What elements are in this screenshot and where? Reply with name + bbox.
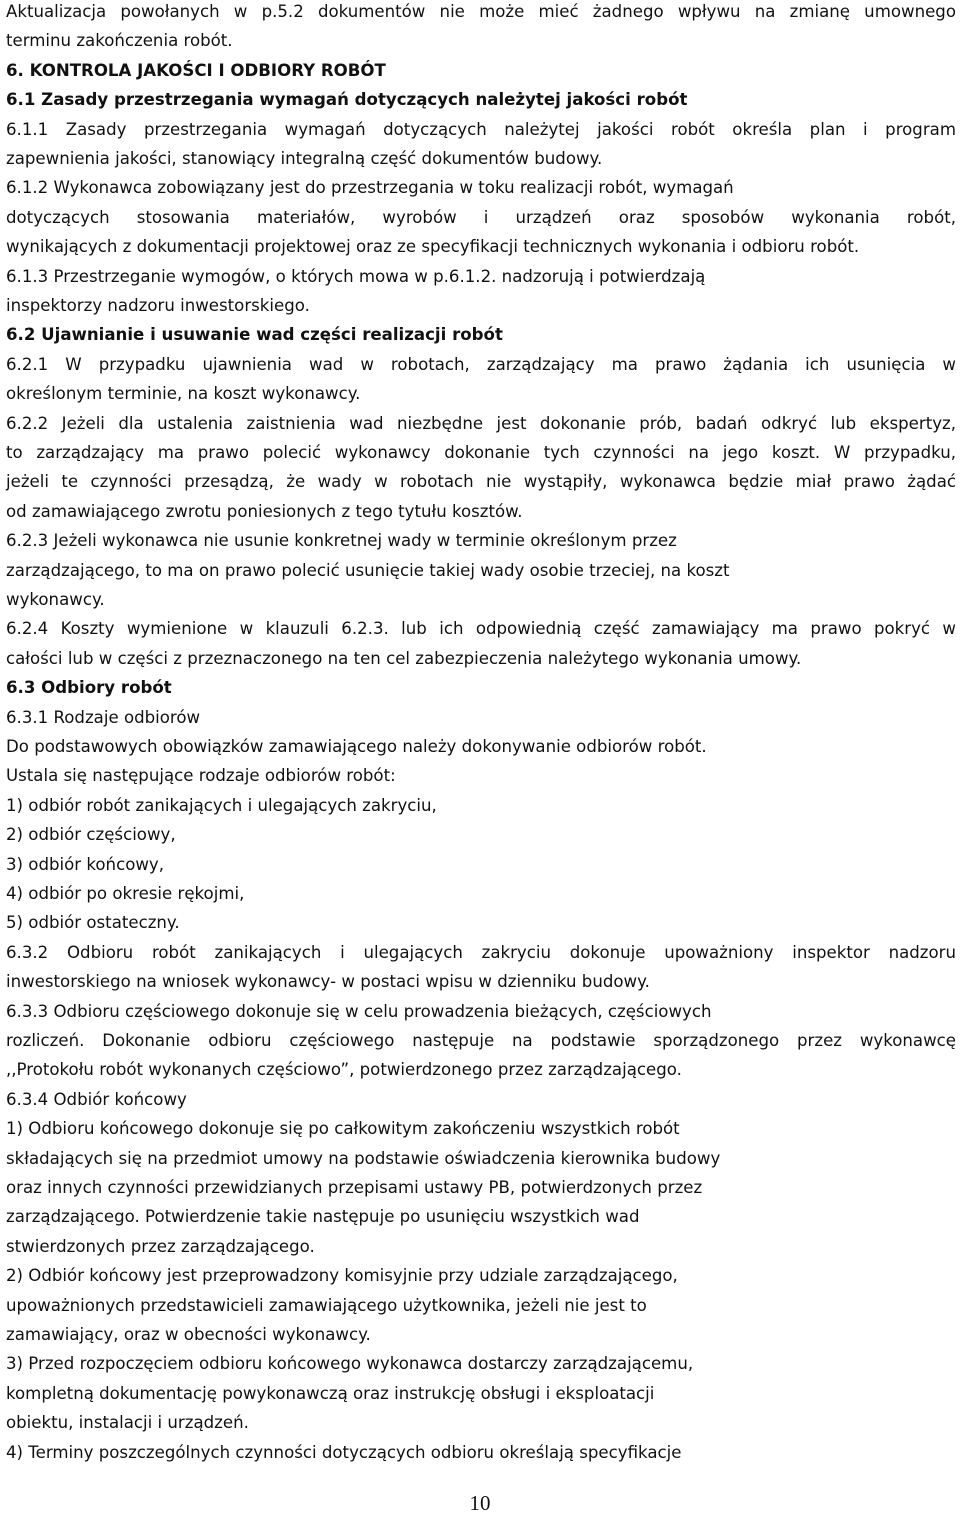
text-line: 1) odbiór robót zanikających i ulegających zakryciu, <box>6 795 437 815</box>
section-heading: 6.3 Odbiory robót <box>6 678 172 698</box>
text-line: upoważnionych przedstawicieli zamawiającego użytkownika, jeżeli nie jest to <box>6 1295 647 1315</box>
text-line: 2) Odbiór końcowy jest przeprowadzony komisyjnie przy udziale zarządzającego, <box>6 1266 678 1286</box>
text-line: terminu zakończenia robót. <box>6 31 233 51</box>
text-line: dotyczących stosowania materiałów, wyrobów i urządzeń oraz sposobów wykonania robót, <box>6 207 956 227</box>
text-line: ,,Protokołu robót wykonanych częściowo”, potwierdzonego przez zarządzającego. <box>6 1060 682 1080</box>
text-line: stwierdzonych przez zarządzającego. <box>6 1236 315 1256</box>
text-line: 2) odbiór częściowy, <box>6 825 176 845</box>
text-line: inwestorskiego na wniosek wykonawcy- w postaci wpisu w dzienniku budowy. <box>6 972 650 992</box>
text-line: 4) odbiór po okresie rękojmi, <box>6 884 245 903</box>
text-line: określonym terminie, na koszt wykonawcy. <box>6 384 361 404</box>
text-line: 6.2.2 Jeżeli dla ustalenia zaistnienia wad niezbędne jest dokonanie prób, badań odkryć lub ekspertyz, <box>6 413 956 433</box>
text-line: 6.1.1 Zasady przestrzegania wymagań dotyczących należytej jakości robót określa plan i program <box>6 119 956 139</box>
text-line: 3) Przed rozpoczęciem odbioru końcowego wykonawca dostarczy zarządzającemu, <box>6 1354 694 1374</box>
text-line: zamawiający, oraz w obecności wykonawcy. <box>6 1325 371 1344</box>
text-line: jeżeli te czynności przesądzą, że wady w robotach nie wystąpiły, wykonawca będzie miał prawo żądać <box>6 472 956 492</box>
text-line: 6.3.3 Odbioru częściowego dokonuje się w celu prowadzenia bieżących, częściowych <box>6 1001 712 1021</box>
text-line: 3) odbiór końcowy, <box>6 854 165 874</box>
text-line: Do podstawowych obowiązków zamawiającego należy dokonywanie odbiorów robót. <box>6 737 707 756</box>
text-line: wynikających z dokumentacji projektowej oraz ze specyfikacji technicznych wykonania i odbioru robót. <box>6 237 860 257</box>
text-line: 6.3.4 Odbiór końcowy <box>6 1089 187 1109</box>
text-line: zapewnienia jakości, stanowiący integralną część dokumentów budowy. <box>6 149 603 168</box>
section-heading: 6.2 Ujawnianie i usuwanie wad części realizacji robót <box>6 325 503 345</box>
text-line: 6.2.4 Koszty wymienione w klauzuli 6.2.3. lub ich odpowiednią część zamawiający ma prawo pokryć w <box>6 619 956 639</box>
text-line: kompletną dokumentację powykonawczą oraz instrukcję obsługi i eksploatacji <box>6 1383 655 1403</box>
text-line: 6.3.2 Odbioru robót zanikających i ulegających zakryciu dokonuje upoważniony inspektor nadzoru <box>6 942 956 962</box>
section-heading: 6. KONTROLA JAKOŚCI I ODBIORY ROBÓT <box>6 60 386 80</box>
text-line: 6.1.2 Wykonawca zobowiązany jest do przestrzegania w toku realizacji robót, wymagań <box>6 178 734 198</box>
text-line: Aktualizacja powołanych w p.5.2 dokumentów nie może mieć żadnego wpływu na zmianę umownego <box>6 2 956 21</box>
text-line: 6.1.3 Przestrzeganie wymogów, o których mowa w p.6.1.2. nadzorują i potwierdzają <box>6 266 706 286</box>
text-line: Ustala się następujące rodzaje odbiorów robót: <box>6 766 396 786</box>
text-line: 6.2.1 W przypadku ujawnienia wad w robotach, zarządzający ma prawo żądania ich usunięcia w <box>6 354 956 374</box>
text-line: 6.2.3 Jeżeli wykonawca nie usunie konkretnej wady w terminie określonym przez <box>6 531 677 551</box>
text-line: obiektu, instalacji i urządzeń. <box>6 1413 249 1433</box>
text-line: 1) Odbioru końcowego dokonuje się po całkowitym zakończeniu wszystkich robót <box>6 1119 680 1139</box>
page-number: 10 <box>469 1491 491 1515</box>
text-line: wykonawcy. <box>6 590 105 609</box>
text-line: zarządzającego. Potwierdzenie takie następuje po usunięciu wszystkich wad <box>6 1207 640 1227</box>
text-line: od zamawiającego zwrotu poniesionych z tego tytułu kosztów. <box>6 501 523 521</box>
section-heading: 6.1 Zasady przestrzegania wymagań dotyczących należytej jakości robót <box>6 90 688 110</box>
text-line: 5) odbiór ostateczny. <box>6 913 180 933</box>
text-line: inspektorzy nadzoru inwestorskiego. <box>6 296 310 315</box>
text-line: 6.3.1 Rodzaje odbiorów <box>6 707 201 727</box>
text-line: to zarządzający ma prawo polecić wykonawcy dokonanie tych czynności na jego koszt. W przypadku, <box>6 443 956 462</box>
text-line: 4) Terminy poszczególnych czynności dotyczących odbioru określają specyfikacje <box>6 1442 682 1462</box>
text-line: zarządzającego, to ma on prawo polecić usunięcie takiej wady osobie trzeciej, na koszt <box>6 560 730 580</box>
text-line: całości lub w części z przeznaczonego na ten cel zabezpieczenia należytego wykonania umowy. <box>6 648 802 668</box>
text-line: rozliczeń. Dokonanie odbioru częściowego następuje na podstawie sporządzonego przez wykonawcę <box>6 1031 956 1050</box>
text-line: składających się na przedmiot umowy na podstawie oświadczenia kierownika budowy <box>6 1148 721 1168</box>
text-line: oraz innych czynności przewidzianych przepisami ustawy PB, potwierdzonych przez <box>6 1178 703 1197</box>
